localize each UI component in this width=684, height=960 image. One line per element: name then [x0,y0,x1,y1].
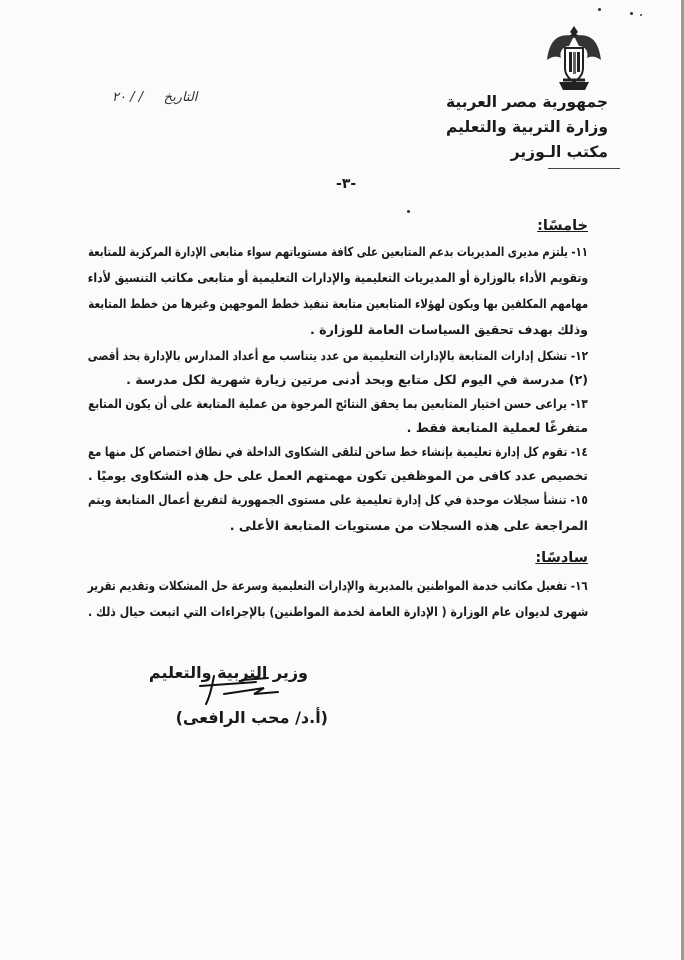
section-5-line: وذلك بهدف تحقيق السياسات العامة للوزارة . [310,322,588,337]
header-ministry: وزارة التربية والتعليم [445,118,608,136]
section-5-line: تخصيص عدد كافى من الموظفين تكون مهمتهم العمل على حل هذه الشكاوى يوميًا . [88,468,588,483]
section-5-line: (٢) مدرسة في اليوم لكل متابع وبحد أدنى مرتين زيارة شهرية لكل مدرسة . [126,372,588,387]
section-5-line: مهامهم المكلفين بها ويكون لهؤلاء المتابعين متابعة تنفيذ خطط الموجهين وغيرها من خطط المتابعة [87,296,588,311]
section-5-line: ١٥- تنشأ سجلات موحدة في كل إدارة تعليمية على مستوى الجمهورية لتفريغ أعمال المتابعة ويتم [88,492,588,507]
section-6-line: ١٦- تفعيل مكاتب خدمة المواطنين بالمديرية والإدارات التعليمية وسرعة حل المشكلات وتقديم تقرير [88,578,588,593]
speck [630,12,633,15]
date-field [112,90,197,105]
signature-title: وزير التربية والتعليم [148,663,308,682]
section-6-title: سادسًا: [535,550,588,566]
section-5-line: ١٣- يراعى حسن اختيار المتابعين بما يحقق النتائج المرجوة من عملية المتابعة على أن يكون المتابع [88,396,588,411]
section-5-line: المراجعة على هذه السجلات من مستويات المتابعة الأعلى . [229,518,588,533]
section-5-line: وتقويم الأداء بالوزارة أو المديريات التعليمية والإدارات التعليمية أو متابعى مكاتب التنسيق لأداء [87,270,588,285]
date-value: / / ٢٠ [112,90,143,105]
signatory-name: (أ.د/ محب الرافعى) [175,708,328,727]
date-label: التاريخ [163,90,198,105]
speck [640,14,642,16]
speck [598,8,601,11]
header-country: جمهورية مصر العربية [445,93,608,111]
section-5-line: ١٤- تقوم كل إدارة تعليمية بإنشاء خط ساخن لتلقى الشكاوى الداخلة في نطاق اختصاص كل منها مع [88,444,588,459]
header-office: مكتب الـوزير [510,143,608,161]
section-5-title: خامسًا: [537,218,588,234]
section-6-line: شهرى لديوان عام الوزارة ( الإدارة العامة لخدمة المواطنين) بالإجراءات التي اتبعت حيال ذلك . [87,604,588,619]
page-number: -٣- [336,176,357,192]
eagle-emblem-icon [545,22,603,94]
section-5-line: ١١- يلتزم مديرى المديريات بدعم المتابعين على كافة مستوياتهم سواء متابعى الإدارة المركزية للمتابعة [88,244,588,259]
section-5-line: ١٢- تشكل إدارات المتابعة بالإدارات التعليمية من عدد يتناسب مع أعداد المدارس بالإدارة بحد أقصى [87,348,588,363]
handwritten-signature-icon [194,672,284,708]
speck [407,210,410,213]
header-underline [548,168,620,169]
section-5-line: متفرغًا لعملية المتابعة فقط . [406,420,588,435]
